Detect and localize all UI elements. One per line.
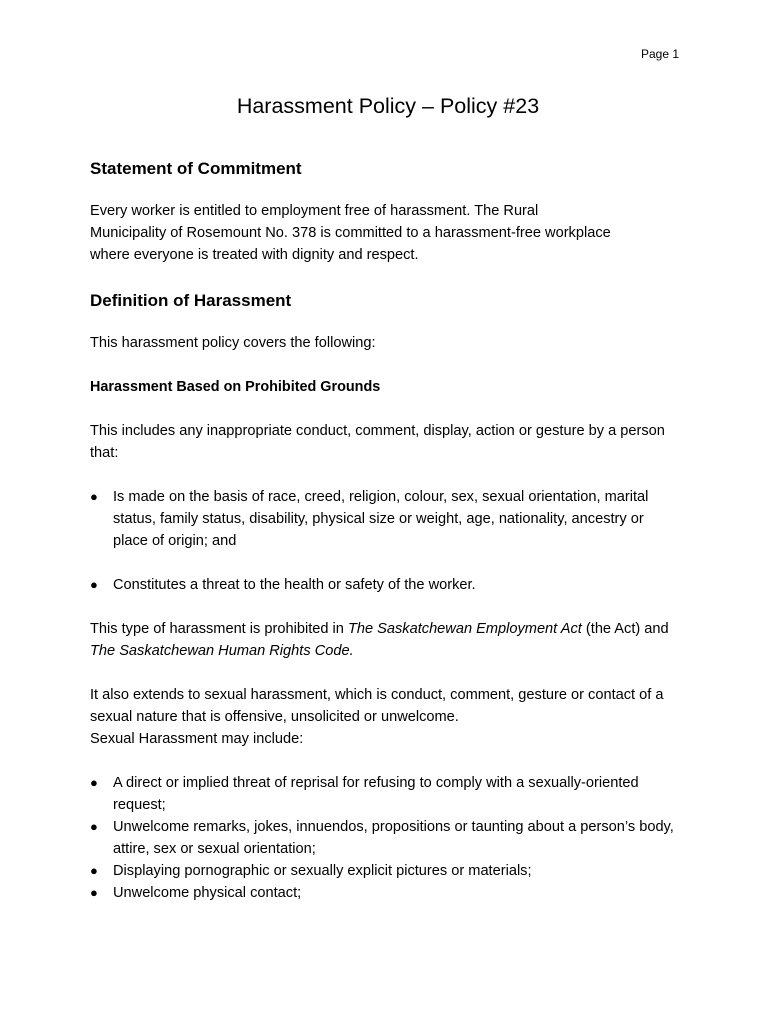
text-line: that: bbox=[90, 445, 119, 461]
text-line: Sexual Harassment may include: bbox=[90, 731, 304, 747]
prohibited-paragraph bbox=[90, 618, 750, 662]
includes-paragraph bbox=[90, 420, 750, 464]
list-item bbox=[90, 486, 750, 552]
section-heading-commitment: Statement of Commitment bbox=[90, 159, 302, 178]
text-line: place of origin; and bbox=[113, 533, 237, 549]
document-title: Harassment Policy – Policy #23 bbox=[236, 94, 540, 118]
grounds-list bbox=[90, 486, 750, 596]
bullet-icon: ● bbox=[90, 489, 98, 504]
text-line: Is made on the basis of race, creed, religion, colour, sex, sexual orientation, marital bbox=[113, 489, 649, 505]
text-line: where everyone is treated with dignity and respect. bbox=[90, 247, 419, 263]
commitment-paragraph bbox=[90, 200, 750, 266]
definition-intro: This harassment policy covers the following: bbox=[90, 335, 376, 351]
section-heading-definition: Definition of Harassment bbox=[90, 291, 292, 310]
text-segment: (the Act) and bbox=[581, 621, 669, 637]
sexual-harassment-list bbox=[90, 772, 750, 904]
list-item bbox=[90, 574, 750, 596]
text-line: Unwelcome physical contact; bbox=[113, 885, 302, 901]
bullet-icon: ● bbox=[90, 775, 98, 790]
bullet-icon: ● bbox=[90, 885, 98, 900]
bullet-icon: ● bbox=[90, 577, 98, 592]
sexual-harassment-paragraph bbox=[90, 684, 750, 750]
bullet-icon: ● bbox=[90, 863, 98, 878]
code-name: The Saskatchewan Human Rights Code. bbox=[90, 643, 354, 659]
text-line: It also extends to sexual harassment, which is conduct, comment, gesture or contact of a bbox=[90, 687, 664, 703]
list-item bbox=[90, 860, 750, 882]
bullet-icon: ● bbox=[90, 819, 98, 834]
text-line: Constitutes a threat to the health or safety of the worker. bbox=[113, 577, 476, 593]
list-item bbox=[90, 816, 750, 860]
text-line: Municipality of Rosemount No. 378 is committed to a harassment-free workplace bbox=[90, 225, 611, 241]
text-segment: This type of harassment is prohibited in bbox=[90, 621, 348, 637]
text-line: This includes any inappropriate conduct, comment, display, action or gesture by a person bbox=[90, 423, 665, 439]
text-line: Displaying pornographic or sexually explicit pictures or materials; bbox=[113, 863, 532, 879]
text-line: status, family status, disability, physical size or weight, age, nationality, ancestry or bbox=[113, 511, 644, 527]
act-name: The Saskatchewan Employment Act bbox=[347, 621, 582, 637]
text-line: sexual nature that is offensive, unsolicited or unwelcome. bbox=[90, 709, 459, 725]
text-line: Unwelcome remarks, jokes, innuendos, propositions or taunting about a person’s body, bbox=[113, 819, 674, 835]
list-item bbox=[90, 882, 750, 904]
page-number: Page 1 bbox=[641, 47, 680, 61]
document-body bbox=[90, 156, 750, 904]
text-line: attire, sex or sexual orientation; bbox=[113, 841, 316, 857]
subheading-prohibited-grounds: Harassment Based on Prohibited Grounds bbox=[90, 379, 381, 395]
text-line: Every worker is entitled to employment free of harassment. The Rural bbox=[90, 203, 539, 219]
text-line: request; bbox=[113, 797, 166, 813]
list-item bbox=[90, 772, 750, 816]
text-line: A direct or implied threat of reprisal for refusing to comply with a sexually-oriented bbox=[113, 775, 639, 791]
